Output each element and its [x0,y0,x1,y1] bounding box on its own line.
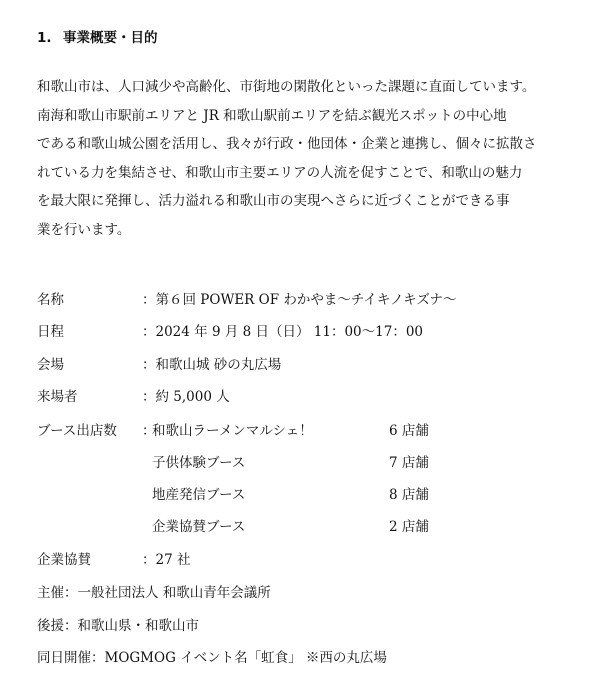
visitors-label: 来場者 [37,389,78,405]
organizer-line: 主催：一般社団法人 和歌山青年会議所 [37,585,271,601]
venue-value: ：和歌山城 砂の丸広場 [142,357,282,373]
booth-count: 8 店舗 [389,487,429,503]
booth-count: 6 店舗 [389,423,429,439]
booth-name: 地産発信ブース [152,487,246,503]
booth-name: 子供体験ブース [152,455,246,471]
booth-name: 企業協賛ブース [152,519,246,535]
date-value: ：2024 年 9 月 8 日（日） 11：00～17：00 [142,324,423,340]
booth-row [37,517,577,537]
intro-line: れている力を集結させ、和歌山市主要エリアの人流を促すことで、和歌山の魅力 [37,164,523,181]
visitors-value: ：約 5,000 人 [142,389,230,405]
intro-line: である和歌山城公園を活用し、我々が行政・他団体・企業と連携し、個々に拡散さ [37,136,537,152]
booth-row [37,485,577,505]
date-label: 日程 [37,324,64,340]
intro-line: 南海和歌山市駅前エリアと JR 和歌山駅前エリアを結ぶ観光スポットの中心地 [37,107,507,124]
intro-line: を最大限に発揮し、活力溢れる和歌山市の実現へさらに近づくことができる事 [37,193,510,209]
sponsors-label: 企業協賛 [37,552,91,568]
booth-count: 7 店舗 [389,455,429,471]
section-title: 事業概要・目的 [63,30,158,46]
venue-label: 会場 [37,357,64,373]
intro-line: 業を行います。 [37,221,131,238]
booth-count: 2 店舗 [389,519,429,535]
booth-row [37,421,577,441]
intro-line: 和歌山市は、人口減少や高齢化、市街地の閑散化といった課題に直面しています。 [37,79,536,95]
name-value: ：第６回 POWER OF わかやま～チイキノキズナ～ [142,292,457,308]
section-heading [37,26,158,46]
booth-name: 和歌山ラーメンマルシェ！ [152,423,313,439]
booths-colon: ： [142,423,156,439]
booth-row [37,453,577,473]
name-label: 名称 [37,292,64,308]
booths-label: ブース出店数 [37,423,117,439]
section-number: 1. [37,30,52,46]
intro-paragraph [37,73,577,244]
concurrent-event-line: 同日開催：MOGMOG イベント名「虹食」 ※西の丸広場 [37,650,387,666]
support-line: 後援：和歌山県・和歌山市 [37,618,199,634]
sponsors-value: ：27 社 [142,552,191,568]
